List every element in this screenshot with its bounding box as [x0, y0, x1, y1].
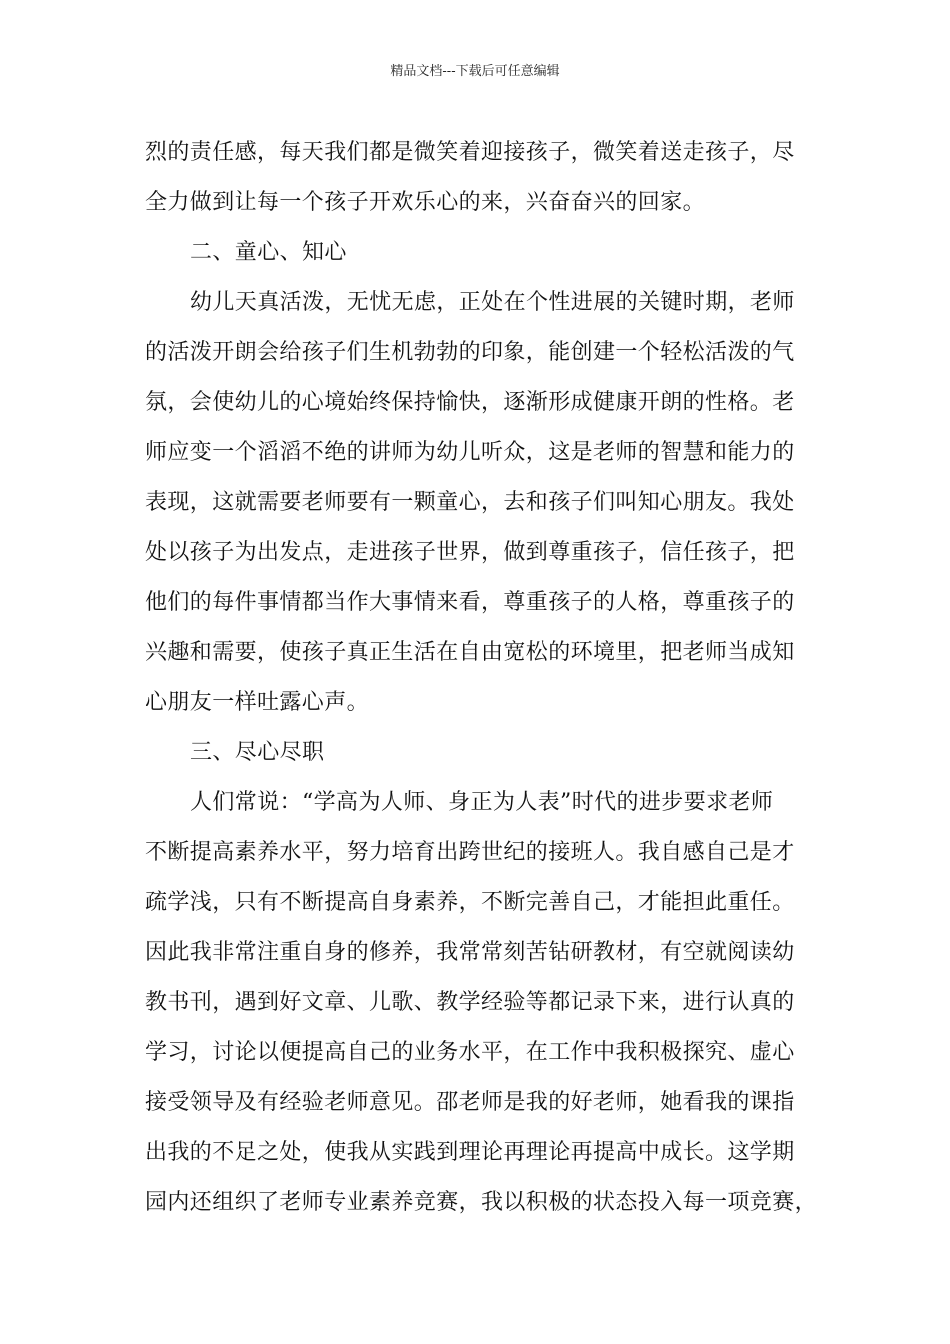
text-line: 接受领导及有经验老师意见。邵老师是我的好老师，她看我的课指 — [145, 1090, 795, 1115]
text-line: 出我的不足之处，使我从实践到理论再理论再提高中成长。这学期 — [145, 1140, 795, 1165]
text-line: 园内还组织了老师专业素养竞赛，我以积极的状态投入每一项竞赛， — [145, 1190, 818, 1215]
text-line: 氛，会使幼儿的心境始终保持愉快，逐渐形成健康开朗的性格。老 — [145, 390, 795, 415]
text-line: 人们常说：“学高为人师、身正为人表”时代的进步要求老师 — [190, 790, 774, 815]
text-line: 教书刊，遇到好文章、儿歌、教学经验等都记录下来，进行认真的 — [145, 990, 795, 1015]
text-line: 师应变一个滔滔不绝的讲师为幼儿听众，这是老师的智慧和能力的 — [145, 440, 795, 465]
text-line: 不断提高素养水平，努力培育出跨世纪的接班人。我自感自己是才 — [145, 840, 795, 865]
text-line: 表现，这就需要老师要有一颗童心，去和孩子们叫知心朋友。我处 — [145, 490, 795, 515]
text-line: 烈的责任感，每天我们都是微笑着迎接孩子，微笑着送走孩子，尽 — [145, 140, 795, 165]
text-line: 的活泼开朗会给孩子们生机勃勃的印象，能创建一个轻松活泼的气 — [145, 340, 795, 365]
text-line: 学习，讨论以便提高自己的业务水平，在工作中我积极探究、虚心 — [145, 1040, 795, 1065]
text-line: 处以孩子为出发点，走进孩子世界，做到尊重孩子，信任孩子，把 — [145, 540, 795, 565]
section-heading: 三、尽心尽职 — [190, 740, 325, 765]
text-line: 他们的每件事情都当作大事情来看，尊重孩子的人格，尊重孩子的 — [145, 590, 795, 615]
text-line: 疏学浅，只有不断提高自身素养，不断完善自己，才能担此重任。 — [145, 890, 795, 915]
text-line: 幼儿天真活泼，无忧无虑，正处在个性进展的关键时期，老师 — [190, 290, 795, 315]
text-line: 兴趣和需要，使孩子真正生活在自由宽松的环境里，把老师当成知 — [145, 640, 795, 665]
text-line: 因此我非常注重自身的修养，我常常刻苦钻研教材，有空就阅读幼 — [145, 940, 795, 965]
page-header: 精品文档---下载后可任意编辑 — [390, 64, 560, 79]
text-line: 全力做到让每一个孩子开欢乐心的来，兴奋奋兴的回家。 — [145, 190, 706, 215]
section-heading: 二、童心、知心 — [190, 240, 347, 265]
text-line: 心朋友一样吐露心声。 — [145, 690, 370, 715]
